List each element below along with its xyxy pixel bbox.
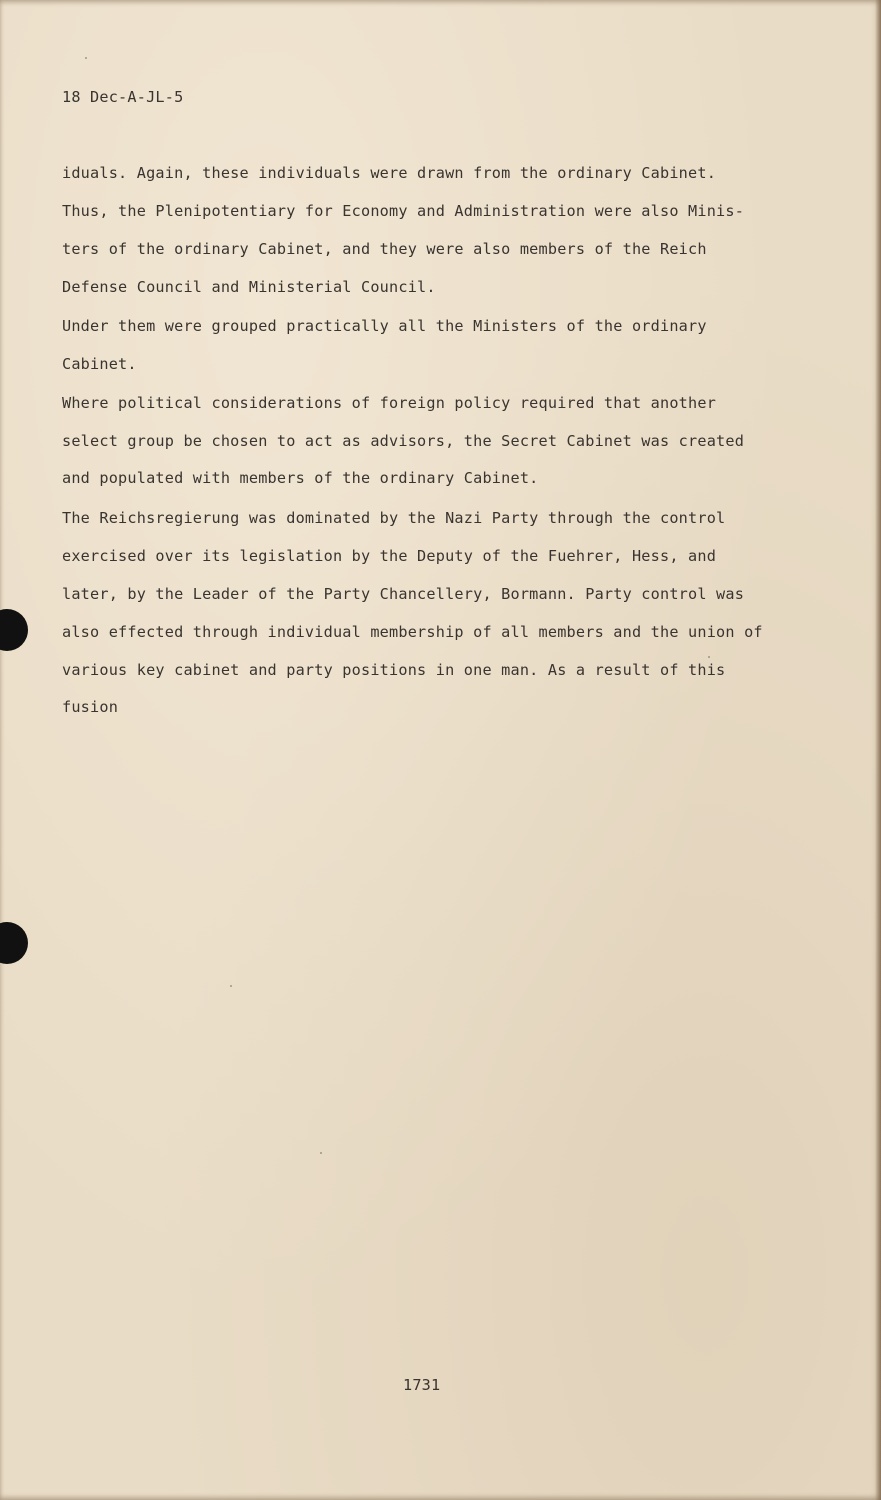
punch-hole-lower (0, 922, 28, 964)
page-number: 1731 (403, 1376, 441, 1394)
text-line: iduals. Again, these individuals were drawn from the ordinary Cabinet. (62, 164, 717, 182)
text-line: Where political considerations of foreign policy required that another (62, 394, 717, 412)
text-line: Under them were grouped practically all the Ministers of the ordinary (62, 317, 707, 335)
page-edge-shadow (875, 0, 881, 1500)
text-line: The Reichsregierung was dominated by the Nazi Party through the control (62, 509, 726, 527)
text-line: ters of the ordinary Cabinet, and they were also members of the Reich (62, 240, 707, 258)
text-line: Defense Council and Ministerial Council. (62, 278, 436, 296)
text-line: various key cabinet and party positions in one man. As a result of this (62, 661, 726, 679)
text-line: and populated with members of the ordinary Cabinet. (62, 469, 539, 487)
text-line: Thus, the Plenipotentiary for Economy and Administration were also Minis- (62, 202, 745, 220)
text-line: fusion (62, 698, 119, 716)
text-line: exercised over its legislation by the Deputy of the Fuehrer, Hess, and (62, 547, 717, 565)
punch-hole-upper (0, 609, 28, 651)
text-line: also effected through individual membership of all members and the union of (62, 623, 763, 641)
text-line: Cabinet. (62, 355, 137, 373)
document-reference-code: 18 Dec-A-JL-5 (62, 88, 184, 106)
text-line: later, by the Leader of the Party Chancellery, Bormann. Party control was (62, 585, 745, 603)
text-line: select group be chosen to act as advisors, the Secret Cabinet was created (62, 432, 745, 450)
